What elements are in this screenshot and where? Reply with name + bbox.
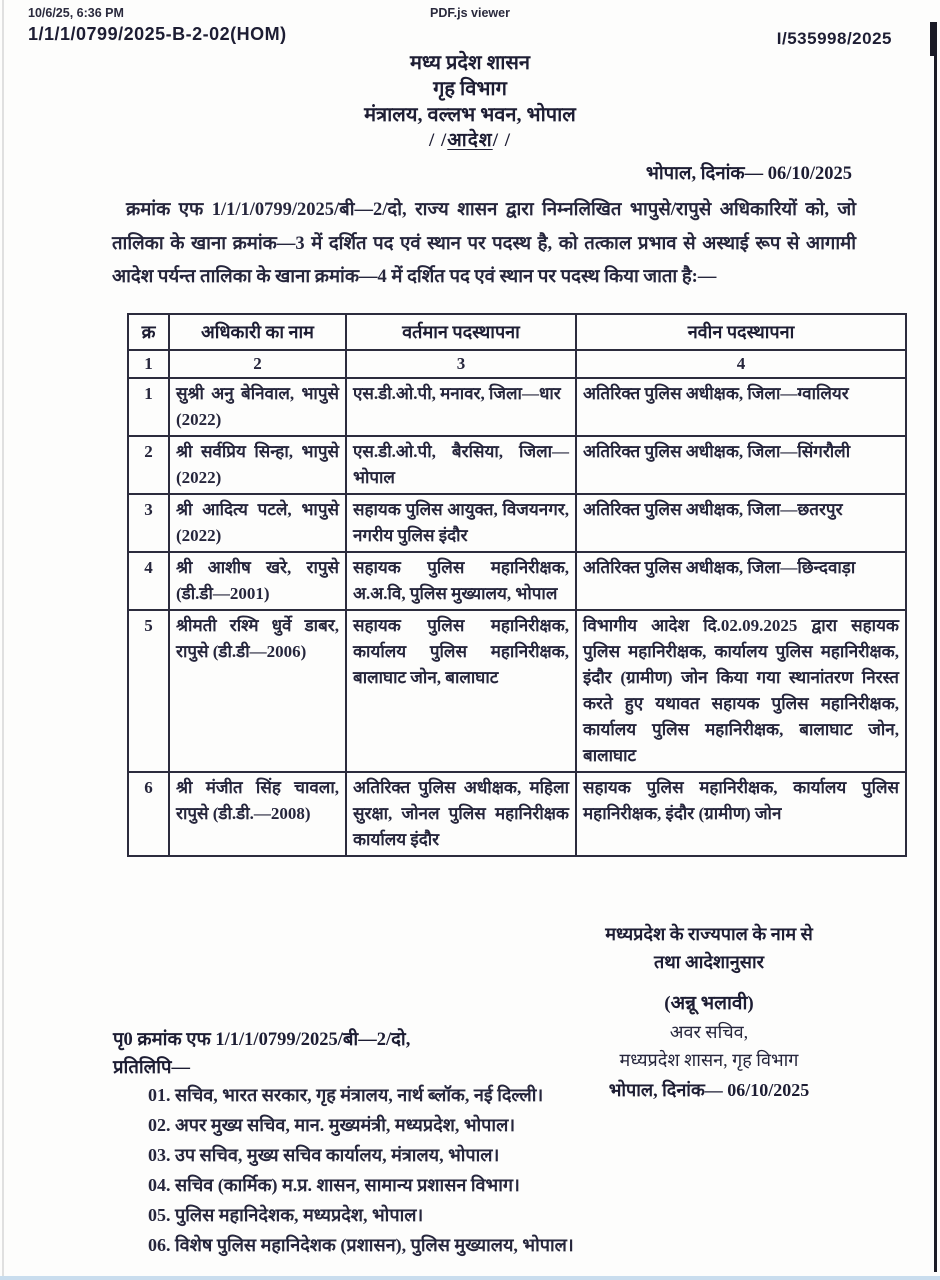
row-sn: 6 [128, 772, 169, 856]
row-current-posting: अतिरिक्त पुलिस अधीक्षक, महिला सुरक्षा, जोनल पुलिस महानिरीक्षक कार्यालय इंदौर [346, 772, 576, 856]
row-new-posting [576, 552, 906, 610]
row-officer-name: श्री आशीष खरे, रापुसे (डी.डी—2001) [169, 552, 346, 610]
page-bottom-strip [0, 1276, 940, 1280]
row-new-posting [576, 436, 906, 494]
row-current-posting: सहायक पुलिस महानिरीक्षक, अ.अ.वि, पुलिस मुख्यालय, भोपाल [346, 552, 576, 610]
table-row [128, 494, 906, 552]
transfer-posting-table [127, 313, 907, 857]
by-order-line-1: मध्यप्रदेश के राज्यपाल के नाम से [605, 924, 813, 944]
row-current-posting: सहायक पुलिस आयुक्त, विजयनगर, नगरीय पुलिस इंदौर [346, 494, 576, 552]
place-date-line: भोपाल, दिनांक— 06/10/2025 [645, 164, 852, 184]
row-new-posting-text: सहायक पुलिस महानिरीक्षक, कार्यालय पुलिस महानिरीक्षक, इंदौर (ग्रामीण) जोन [583, 778, 899, 823]
row-sn: 5 [128, 610, 169, 772]
table-row [128, 772, 906, 856]
row-new-posting-text: अतिरिक्त पुलिस अधीक्षक, जिला—सिंगरौली [583, 442, 851, 461]
signatory-name: (अन्नू भलावी) [664, 993, 754, 1014]
order-intro-paragraph: क्रमांक एफ 1/1/1/0799/2025/बी—2/दो, राज्य शासन द्वारा निम्नलिखित भापुसे/रापुसे अधिकारियों को, जो तालिका के खाना क्रमांक—3 में दर्शित पद एवं स्थान पर पदस्थ है, को तत्काल प्रभाव से अस्थाई रूप से आगामी आदेश पर्यन्त तालिका के खाना क्रमांक—4 में दर्शित पद एवं स्थान पर पदस्थ किया जाता है:— [112, 200, 856, 287]
table-row [128, 378, 906, 436]
order-title-line [0, 128, 940, 154]
table-row [128, 552, 906, 610]
document-header [0, 50, 940, 154]
row-new-posting-text: विभागीय आदेश दि.02.09.2025 द्वारा सहायक पुलिस महानिरीक्षक, कार्यालय पुलिस महानिरीक्षक, इंदौर (ग्रामीण) जोन किया गया स्थानांतरण निरस्त करते हुए यथावत [583, 616, 899, 713]
table-header-row [128, 314, 906, 350]
page-left-edge [2, 0, 4, 1280]
col-number-4: 4 [576, 350, 906, 378]
order-title-prefix: / / [428, 130, 448, 151]
header-address-line: मंत्रालय, वल्लभ भवन, भोपाल [364, 104, 576, 126]
signatory-department: मध्यप्रदेश शासन, गृह विभाग [619, 1050, 799, 1070]
row-new-posting-text: अतिरिक्त पुलिस अधीक्षक, जिला—छिन्दवाड़ा [583, 558, 856, 577]
by-order-line-2: तथा आदेशानुसार [654, 952, 764, 972]
viewer-datetime: 10/6/25, 6:36 PM [28, 6, 124, 20]
row-sn: 4 [128, 552, 169, 610]
file-reference-number: 1/1/1/0799/2025-B-2-02(HOM) [28, 24, 287, 44]
order-title-word: आदेश [447, 130, 493, 151]
row-officer-name: श्रीमती रश्मि धुर्वे डाबर, रापुसे (डी.डी—2006) [169, 610, 346, 772]
row-sn: 3 [128, 494, 169, 552]
table-row [128, 610, 906, 772]
row-officer-name: सुश्री अनु बेनिवाल, भापुसे (2022) [169, 378, 346, 436]
table-column-number-row [128, 350, 906, 378]
header-government-name: मध्य प्रदेश शासन [409, 52, 531, 74]
copy-distribution-list [148, 1080, 574, 1260]
copy-list-item: 04. सचिव (कार्मिक) म.प्र. शासन, सामान्य प्रशासन विभाग। [148, 1175, 520, 1195]
signatory-designation: अवर सचिव, [669, 1022, 749, 1042]
col-header-officer-name: अधिकारी का नाम [169, 314, 346, 350]
eoffice-reference-number: I/535998/2025 [776, 29, 892, 48]
row-new-posting [576, 494, 906, 552]
row-sn: 1 [128, 378, 169, 436]
col-header-current-posting: वर्तमान पदस्थापना [346, 314, 576, 350]
row-new-posting-text: अतिरिक्त पुलिस अधीक्षक, जिला—छतरपुर [583, 500, 843, 519]
col-number-3: 3 [346, 350, 576, 378]
copy-list-item: 03. उप सचिव, मुख्य सचिव कार्यालय, मंत्रालय, भोपाल। [148, 1145, 500, 1165]
page-right-edge [934, 22, 937, 1272]
col-number-1: 1 [128, 350, 169, 378]
header-department-name: गृह विभाग [433, 78, 507, 100]
row-officer-name: श्री मंजीत सिंह चावला, रापुसे (डी.डी.—2008) [169, 772, 346, 856]
copy-list-item: 02. अपर मुख्य सचिव, मान. मुख्यमंत्री, मध्यप्रदेश, भोपाल। [148, 1115, 516, 1135]
viewer-app-title: PDF.js viewer [430, 6, 510, 20]
row-officer-name: श्री सर्वप्रिय सिन्हा, भापुसे (2022) [169, 436, 346, 494]
endorsement-block [113, 1026, 410, 1082]
row-sn: 2 [128, 436, 169, 494]
col-header-new-posting: नवीन पदस्थापना [576, 314, 906, 350]
signature-block [544, 920, 874, 1104]
col-header-sn: क्र [128, 314, 169, 350]
row-current-posting: एस.डी.ओ.पी, बैरसिया, जिला—भोपाल [346, 436, 576, 494]
row-new-posting [576, 610, 906, 772]
endorsement-number: पृ0 क्रमांक एफ 1/1/1/0799/2025/बी—2/दो, [113, 1030, 411, 1050]
copy-list-item: 05. पुलिस महानिदेशक, मध्यप्रदेश, भोपाल। [148, 1205, 424, 1225]
row-current-posting: सहायक पुलिस महानिरीक्षक, कार्यालय पुलिस महानिरीक्षक, बालाघाट जोन, बालाघाट [346, 610, 576, 772]
row-new-posting [576, 378, 906, 436]
row-new-posting [576, 772, 906, 856]
table-row [128, 436, 906, 494]
order-title-suffix: / / [492, 130, 512, 151]
row-officer-name: श्री आदित्य पटले, भापुसे (2022) [169, 494, 346, 552]
row-new-posting-text: अतिरिक्त पुलिस अधीक्षक, जिला—ग्वालियर [583, 384, 849, 403]
row-current-posting: एस.डी.ओ.पी, मनावर, जिला—धार [346, 378, 576, 436]
row-new-posting-bold: सहायक पुलिस महानिरीक्षक, कार्यालय पुलिस महानिरीक्षक, बालाघाट जोन, बालाघाट [583, 694, 899, 765]
copy-list-item: 01. सचिव, भारत सरकार, गृह मंत्रालय, नार्थ ब्लॉक, नई दिल्ली। [148, 1085, 544, 1105]
signature-place-date: भोपाल, दिनांक— 06/10/2025 [608, 1080, 810, 1100]
copy-to-label: प्रतिलिपि— [113, 1058, 190, 1078]
col-number-2: 2 [169, 350, 346, 378]
copy-list-item: 06. विशेष पुलिस महानिदेशक (प्रशासन), पुलिस मुख्यालय, भोपाल। [148, 1235, 574, 1255]
